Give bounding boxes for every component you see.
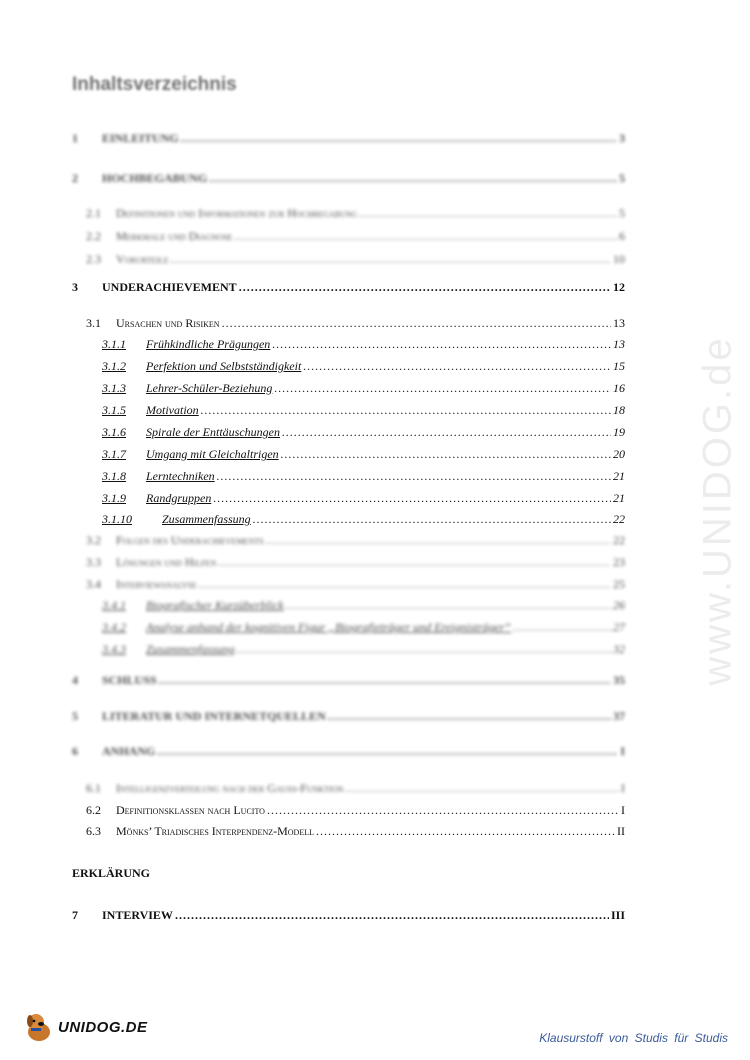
toc-entry-page: 12 xyxy=(613,280,625,294)
toc-entry-title: Frühkindliche Prägungen xyxy=(146,337,271,351)
toc-entry[interactable] xyxy=(72,280,625,298)
toc-leader-dots xyxy=(234,229,617,244)
toc-entry-title: UNDERACHIEVEMENT xyxy=(102,280,237,294)
toc-leader-dots xyxy=(286,598,611,613)
toc-entry-title: Definitionsklassen nach Lucito xyxy=(116,803,265,817)
toc-leader-dots xyxy=(328,709,611,724)
toc-entry-title: Folgen des Underachievements xyxy=(116,533,264,547)
toc-heading-erklaerung: ERKLÄRUNG xyxy=(72,866,151,880)
toc-entry[interactable] xyxy=(72,381,625,399)
toc-entry-title: Merkmale und Diagnose xyxy=(116,229,233,243)
toc-entry-number: 3.1.6 xyxy=(102,425,126,439)
toc-entry-title: INTERVIEW xyxy=(102,908,173,922)
toc-entry-page: 32 xyxy=(613,642,625,656)
toc-leader-dots xyxy=(222,316,611,331)
toc-entry-number: 2.2 xyxy=(86,229,101,243)
toc-entry-number: 2.1 xyxy=(86,206,101,220)
toc-entry-title: Definitionen und Informationen zur Hochbegabung xyxy=(116,206,358,220)
toc-entry-page: 5 xyxy=(619,171,625,185)
toc-entry[interactable] xyxy=(72,447,625,465)
toc-entry-number: 3.4 xyxy=(86,577,101,591)
toc-entry-number: 3.1.1 xyxy=(102,337,126,351)
toc-entry[interactable] xyxy=(72,206,625,224)
toc-entry[interactable] xyxy=(72,359,625,377)
page-title: Inhaltsverzeichnis xyxy=(72,74,237,95)
toc-entry-title: SCHLUSS xyxy=(102,673,157,687)
toc-entry-number: 4 xyxy=(72,673,78,687)
toc-entry-title: Spirale der Enttäuschungen xyxy=(146,425,280,439)
toc-entry[interactable] xyxy=(72,744,625,762)
toc-entry-number: 3.1 xyxy=(86,316,101,330)
toc-entry-title: Mönks’ Triadisches Interpendenz-Modell xyxy=(116,824,314,838)
toc-entry[interactable] xyxy=(72,555,625,573)
toc-leader-dots xyxy=(345,781,619,796)
toc-entry-page: 26 xyxy=(613,598,625,612)
toc-entry[interactable] xyxy=(72,620,625,638)
toc-entry-number: 2 xyxy=(72,171,78,185)
toc-leader-dots xyxy=(253,512,611,527)
toc-entry-title: Umgang mit Gleichaltrigen xyxy=(146,447,279,461)
toc-entry[interactable] xyxy=(72,512,625,530)
toc-leader-dots xyxy=(175,908,609,923)
toc-entry-page: 3 xyxy=(619,131,625,145)
toc-entry-number: 5 xyxy=(72,709,78,723)
toc-entry-page: 16 xyxy=(613,381,625,395)
toc-entry-page: 6 xyxy=(619,229,625,243)
toc-leader-dots xyxy=(199,577,611,592)
toc-entry-title: Lösungen und Hilfen xyxy=(116,555,217,569)
toc-entry-page: II xyxy=(617,824,625,838)
toc-entry[interactable] xyxy=(72,673,625,691)
toc-entry-page: 19 xyxy=(613,425,625,439)
toc-entry-page: 18 xyxy=(613,403,625,417)
toc-leader-dots xyxy=(181,131,617,146)
toc-entry-title: Vorurteile xyxy=(116,252,169,266)
toc-entry-number: 2.3 xyxy=(86,252,101,266)
toc-entry-title: Ursachen und Risiken xyxy=(116,316,220,330)
toc-entry-page: 21 xyxy=(613,469,625,483)
toc-leader-dots xyxy=(303,359,611,374)
toc-entry-page: 35 xyxy=(613,673,625,687)
toc-leader-dots xyxy=(157,744,618,759)
toc-entry[interactable] xyxy=(72,171,625,189)
toc-entry-number: 7 xyxy=(72,908,78,922)
toc-entry[interactable] xyxy=(72,425,625,443)
toc-entry-page: 5 xyxy=(619,206,625,220)
toc-entry-number: 3.1.3 xyxy=(102,381,126,395)
toc-entry-title: LITERATUR UND INTERNETQUELLEN xyxy=(102,709,326,723)
toc-entry-page: 22 xyxy=(613,512,625,526)
toc-entry-number: 3.1.10 xyxy=(102,512,132,526)
toc-entry[interactable] xyxy=(72,403,625,421)
toc-entry[interactable] xyxy=(72,709,625,727)
toc-entry-number: 6.1 xyxy=(86,781,101,795)
toc-entry-page: 13 xyxy=(613,316,625,330)
toc-entry-number: 3.1.9 xyxy=(102,491,126,505)
footer-slogan: Klausurstoff von Studis für Studis xyxy=(539,1031,728,1045)
toc-leader-dots xyxy=(266,533,611,548)
toc-entry[interactable] xyxy=(72,803,625,821)
toc-leader-dots xyxy=(282,425,611,440)
toc-entry-number: 3.2 xyxy=(86,533,101,547)
toc-entry-number: 3.1.5 xyxy=(102,403,126,417)
toc-leader-dots xyxy=(209,171,617,186)
toc-entry-title: Biografischer Kurzüberblick xyxy=(146,598,284,612)
toc-leader-dots xyxy=(239,280,611,295)
toc-entry-title: Motivation xyxy=(146,403,199,417)
toc-entry[interactable] xyxy=(72,598,625,616)
toc-entry[interactable] xyxy=(72,577,625,595)
toc-leader-dots xyxy=(267,803,619,818)
toc-entry-number: 3.4.1 xyxy=(102,598,126,612)
toc-entry-page: 13 xyxy=(613,337,625,351)
toc-entry-number: 3.3 xyxy=(86,555,101,569)
toc-entry-title: Intelligenzverteilung nach der Gauß-Funktion xyxy=(116,781,344,795)
toc-leader-dots xyxy=(359,206,617,221)
toc-entry-number: 3.1.8 xyxy=(102,469,126,483)
toc-entry[interactable] xyxy=(72,824,625,842)
toc-entry-number: 6.2 xyxy=(86,803,101,817)
toc-entry-title: Zusammenfassung xyxy=(146,642,235,656)
toc-entry[interactable] xyxy=(72,469,625,487)
toc-entry-title: ANHANG xyxy=(102,744,156,758)
toc-entry-page: 15 xyxy=(613,359,625,373)
toc-entry[interactable] xyxy=(72,316,625,334)
toc-entry-page: 25 xyxy=(613,577,625,591)
toc-leader-dots xyxy=(237,642,611,657)
toc-entry-page: 21 xyxy=(613,491,625,505)
toc-entry-page: 27 xyxy=(613,620,625,634)
unidog-logo xyxy=(22,1010,148,1044)
toc-entry-title: Lerntechniken xyxy=(146,469,215,483)
toc-entry[interactable] xyxy=(72,908,625,926)
logo-text: UNIDOG.DE xyxy=(58,1018,148,1036)
toc-entry-title: EINLEITUNG xyxy=(102,131,179,145)
toc-entry[interactable] xyxy=(72,252,625,270)
toc-entry-title: Lehrer-Schüler-Beziehung xyxy=(146,381,273,395)
toc-leader-dots xyxy=(217,469,611,484)
toc-leader-dots xyxy=(513,620,611,635)
toc-entry-number: 1 xyxy=(72,131,78,145)
toc-leader-dots xyxy=(316,824,615,839)
toc-entry[interactable] xyxy=(72,337,625,355)
toc-entry-title: Analyse anhand der kognitiven Figur „Biografieträger und Ereignisträger“ xyxy=(146,620,512,634)
dog-icon xyxy=(22,1010,56,1044)
toc-leader-dots xyxy=(218,555,611,570)
toc-entry[interactable] xyxy=(72,491,625,509)
toc-entry-number: 3.1.2 xyxy=(102,359,126,373)
toc-leader-dots xyxy=(213,491,611,506)
toc-entry-title: Perfektion und Selbstständigkeit xyxy=(146,359,302,373)
watermark xyxy=(688,280,748,740)
toc-entry-number: 3.4.3 xyxy=(102,642,126,656)
toc-leader-dots xyxy=(272,337,611,352)
toc-entry-title: Zusammenfassung xyxy=(162,512,251,526)
toc-entry-number: 6.3 xyxy=(86,824,101,838)
toc-entry-number: 6 xyxy=(72,744,78,758)
toc-entry-title: HOCHBEGABUNG xyxy=(102,171,208,185)
toc-entry-page: 23 xyxy=(613,555,625,569)
toc-entry-title: Randgruppen xyxy=(146,491,212,505)
toc-entry-number: 3.1.7 xyxy=(102,447,126,461)
toc-entry-page: I xyxy=(621,781,625,795)
toc-entry-number: 3 xyxy=(72,280,78,294)
toc-entry-page: 22 xyxy=(613,533,625,547)
toc-leader-dots xyxy=(171,252,611,267)
toc-entry[interactable] xyxy=(72,131,625,149)
toc-entry-page: III xyxy=(610,908,625,922)
toc-leader-dots xyxy=(281,447,611,462)
watermark-text: www.UNIDOG.de xyxy=(695,334,740,686)
toc-leader-dots xyxy=(201,403,611,418)
toc-leader-dots xyxy=(274,381,611,396)
toc-entry[interactable] xyxy=(72,533,625,551)
toc-entry-number: 3.4.2 xyxy=(102,620,126,634)
toc-entry-page: 20 xyxy=(613,447,625,461)
toc-entry[interactable] xyxy=(72,229,625,247)
toc-entry-page: 10 xyxy=(613,252,625,266)
toc-entry-page: I xyxy=(620,744,625,758)
toc-entry-page: 37 xyxy=(613,709,625,723)
toc-entry-title: Interviewanalyse xyxy=(116,577,197,591)
toc-entry[interactable] xyxy=(72,781,625,799)
toc-leader-dots xyxy=(159,673,611,688)
toc-entry[interactable] xyxy=(72,642,625,660)
toc-entry-page: I xyxy=(621,803,625,817)
